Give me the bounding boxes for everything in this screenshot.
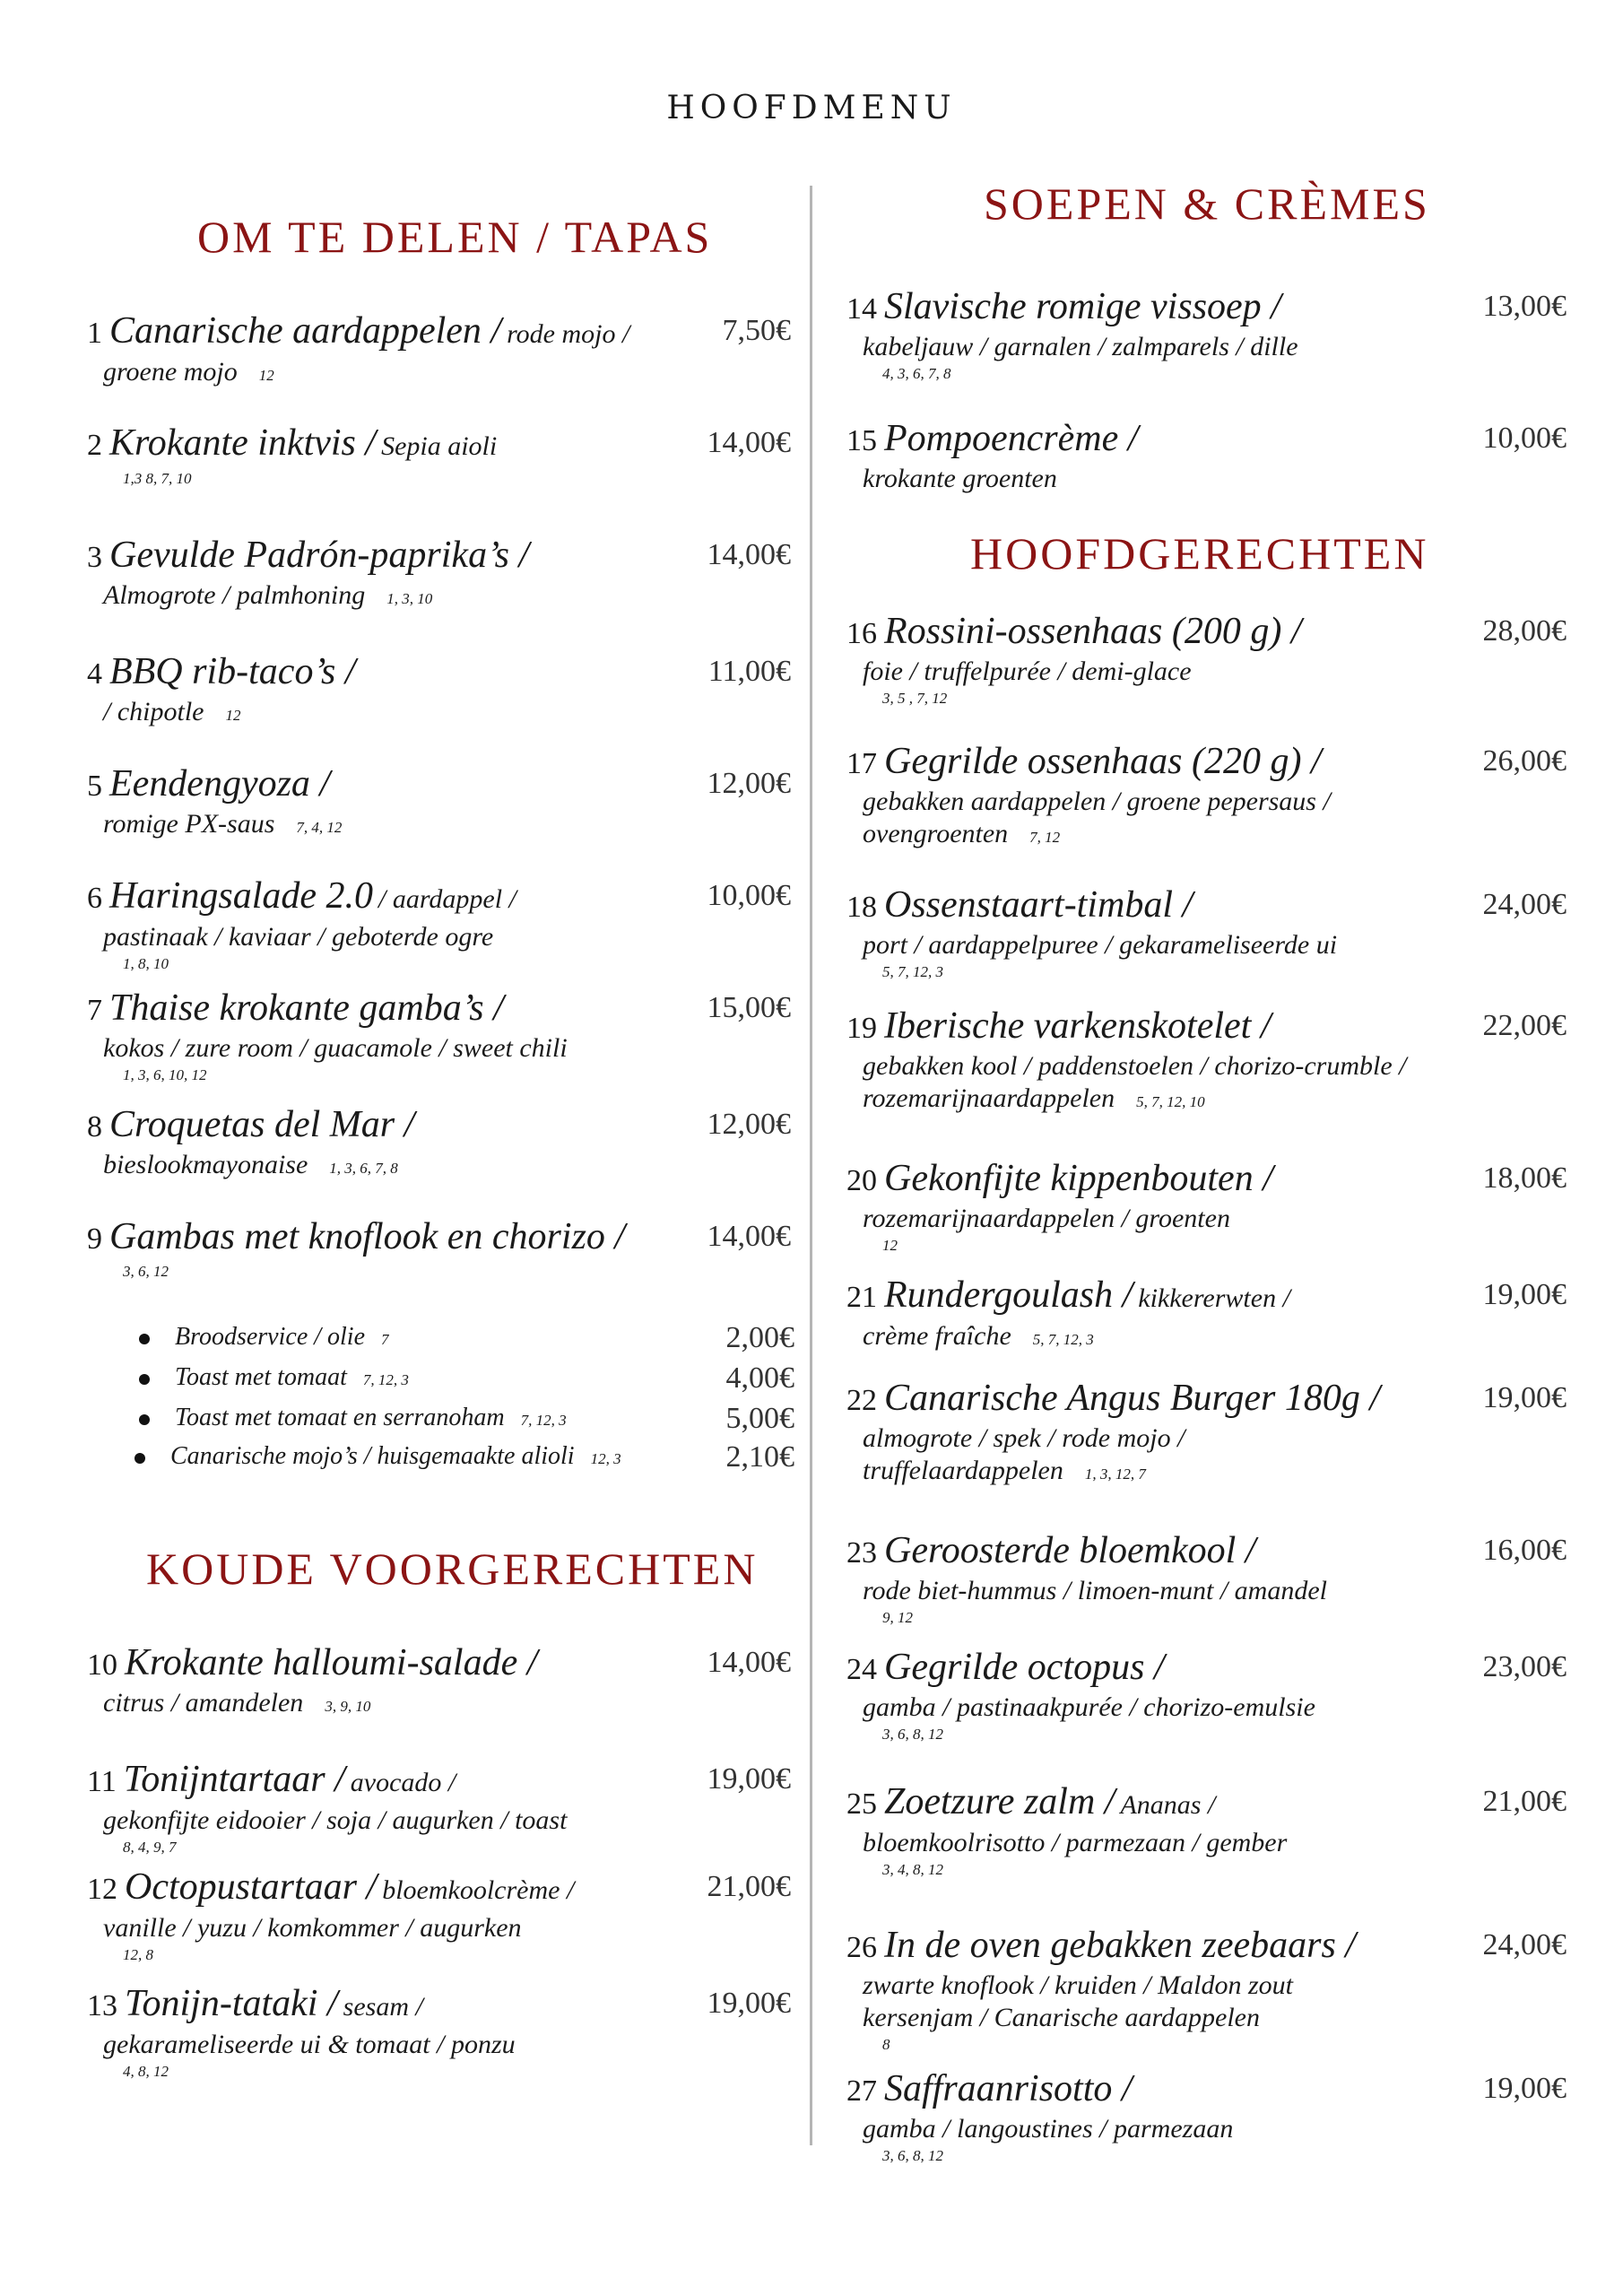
menu-item xyxy=(87,534,529,615)
item-description: almogrote / spek / rode mojo / xyxy=(863,1423,1185,1453)
item-number: 9 xyxy=(87,1222,102,1256)
item-name: Croquetas del Mar / xyxy=(109,1104,415,1145)
item-title-line xyxy=(87,650,356,696)
item-description: gebakken kool / paddenstoelen / chorizo-crumble / xyxy=(863,1051,1407,1081)
item-allergens: 8, 4, 9, 7 xyxy=(123,1839,177,1856)
item-name: Krokante inktvis / xyxy=(109,422,377,464)
item-price: 21,00€ xyxy=(1482,1785,1567,1818)
item-inline-description: rode mojo / xyxy=(507,319,630,349)
item-description: foie / truffelpurée / demi-glace xyxy=(863,657,1192,686)
item-inline-description: / aardappel / xyxy=(378,884,516,914)
item-title-line xyxy=(87,422,497,468)
item-name: BBQ rib-taco’s / xyxy=(109,651,356,692)
item-description: gamba / pastinaakpurée / chorizo-emulsie xyxy=(863,1692,1315,1722)
item-title-line xyxy=(87,534,529,579)
item-number: 25 xyxy=(846,1787,877,1821)
menu-item xyxy=(846,1646,1315,1745)
item-allergens: 3, 6, 12 xyxy=(123,1263,169,1280)
item-description: krokante groenten xyxy=(863,464,1057,493)
item-price: 24,00€ xyxy=(1482,1928,1567,1961)
item-name: Gegrilde ossenhaas (220 g) / xyxy=(884,741,1322,782)
item-price: 23,00€ xyxy=(1482,1650,1567,1683)
item-description: pastinaak / kaviaar / geboterde ogre xyxy=(103,922,494,952)
item-title-line xyxy=(846,1924,1356,1970)
item-number: 8 xyxy=(87,1110,102,1144)
item-price: 12,00€ xyxy=(707,767,791,800)
item-title-line xyxy=(846,1157,1273,1203)
item-name: Canarische Angus Burger 180g / xyxy=(884,1378,1380,1419)
item-description: rozemarijnaardappelen / groenten xyxy=(863,1204,1230,1233)
menu-item xyxy=(846,285,1298,385)
item-title-line xyxy=(846,1004,1407,1050)
extra-allergens: 7 xyxy=(381,1331,389,1348)
item-description: ovengroenten 7, 12 xyxy=(846,818,1331,854)
item-inline-description: bloemkoolcrème / xyxy=(382,1875,575,1905)
item-number: 6 xyxy=(87,882,102,915)
item-price: 13,00€ xyxy=(1482,290,1567,323)
item-description: zwarte knoflook / kruiden / Maldon zout xyxy=(863,1970,1293,2000)
menu-item xyxy=(87,1215,625,1283)
item-title-line xyxy=(846,1274,1290,1320)
item-allergens: 1, 8, 10 xyxy=(123,955,169,972)
menu-item xyxy=(846,1924,1356,2056)
item-number: 24 xyxy=(846,1653,877,1686)
item-description: truffelaardappelen 1, 3, 12, 7 xyxy=(846,1455,1380,1491)
extra-allergens: 12, 3 xyxy=(590,1450,621,1467)
menu-item xyxy=(87,874,516,975)
item-allergens: 3, 5 , 7, 12 xyxy=(882,690,948,707)
item-number: 22 xyxy=(846,1384,877,1417)
item-allergens: 5, 7, 12, 3 xyxy=(1032,1331,1094,1348)
menu-item xyxy=(87,1866,574,1966)
item-name: Tonijntartaar / xyxy=(123,1759,345,1800)
item-number: 7 xyxy=(87,994,102,1027)
item-price: 22,00€ xyxy=(1482,1009,1567,1042)
menu-item xyxy=(846,2067,1233,2167)
item-description: bloemkoolrisotto / parmezaan / gember xyxy=(863,1828,1288,1857)
item-name: Tonijn-tataki / xyxy=(125,1983,338,2024)
item-number: 15 xyxy=(846,424,877,457)
item-name: Rundergoulash / xyxy=(884,1274,1133,1316)
item-description: kersenjam / Canarische aardappelen xyxy=(863,2003,1260,2032)
item-allergens: 7, 4, 12 xyxy=(296,819,343,836)
item-allergens: 3, 9, 10 xyxy=(325,1698,371,1715)
item-description: gekarameliseerde ui & tomaat / ponzu xyxy=(103,2030,516,2059)
item-number: 5 xyxy=(87,770,102,803)
item-price: 19,00€ xyxy=(1482,2072,1567,2105)
menu-item xyxy=(846,610,1302,709)
item-allergens: 7, 12 xyxy=(1029,829,1061,846)
item-number: 14 xyxy=(846,292,877,326)
item-number: 21 xyxy=(846,1281,877,1314)
item-name: Canarische aardappelen / xyxy=(109,310,502,352)
item-allergens: 3, 4, 8, 12 xyxy=(882,1861,943,1878)
item-description: groene mojo 12 xyxy=(87,356,629,392)
item-allergens: 3, 6, 8, 12 xyxy=(882,1726,943,1743)
item-name: Haringsalade 2.0 xyxy=(109,875,373,917)
item-number: 2 xyxy=(87,429,102,462)
item-title-line xyxy=(846,2067,1233,2113)
bullet-icon xyxy=(135,1453,145,1464)
menu-item xyxy=(87,1982,516,2083)
extra-name: Canarische mojo’s / huisgemaakte alioli xyxy=(170,1442,575,1470)
item-title-line xyxy=(846,740,1331,786)
item-number: 20 xyxy=(846,1164,877,1197)
item-title-line xyxy=(87,762,342,808)
item-title-line xyxy=(87,1215,625,1261)
item-price: 10,00€ xyxy=(1482,422,1567,455)
item-number: 12 xyxy=(87,1873,117,1906)
item-allergens: 12 xyxy=(882,1237,898,1254)
item-price: 12,00€ xyxy=(707,1108,791,1141)
item-price: 21,00€ xyxy=(707,1870,791,1903)
item-inline-description: avocado / xyxy=(350,1768,456,1797)
menu-item xyxy=(87,1103,414,1185)
extra-price: 2,00€ xyxy=(725,1321,794,1354)
section-heading-tapas: OM TE DELEN / TAPAS xyxy=(197,212,713,262)
item-title-line xyxy=(846,1377,1380,1422)
bullet-icon xyxy=(139,1414,150,1425)
item-name: Geroosterde bloemkool / xyxy=(884,1530,1256,1571)
item-name: Gekonfijte kippenbouten / xyxy=(884,1158,1273,1199)
item-name: Saffraanrisotto / xyxy=(884,2068,1133,2109)
item-allergens: 8 xyxy=(882,2036,890,2053)
item-title-line xyxy=(846,883,1337,929)
item-allergens: 9, 12 xyxy=(882,1609,913,1626)
item-description: gamba / langoustines / parmezaan xyxy=(863,2114,1234,2144)
item-description: citrus / amandelen 3, 9, 10 xyxy=(87,1687,537,1723)
item-price: 26,00€ xyxy=(1482,744,1567,778)
item-price: 19,00€ xyxy=(1482,1381,1567,1414)
item-description: vanille / yuzu / komkommer / augurken xyxy=(103,1913,522,1943)
extra-item xyxy=(135,1442,621,1471)
item-title-line xyxy=(87,1982,516,2029)
item-allergens: 1, 3, 6, 7, 8 xyxy=(329,1160,398,1177)
menu-item xyxy=(87,987,568,1086)
item-price: 14,00€ xyxy=(707,1646,791,1679)
item-allergens: 4, 3, 6, 7, 8 xyxy=(882,365,951,382)
item-number: 18 xyxy=(846,891,877,924)
item-number: 16 xyxy=(846,617,877,650)
item-price: 14,00€ xyxy=(707,1220,791,1253)
extra-name: Toast met tomaat en serranoham xyxy=(175,1404,505,1431)
item-price: 24,00€ xyxy=(1482,888,1567,921)
item-description: / chipotle 12 xyxy=(87,696,356,732)
item-allergens: 1, 3, 6, 10, 12 xyxy=(123,1066,207,1083)
item-description: kabeljauw / garnalen / zalmparels / dille xyxy=(863,332,1298,361)
menu-item xyxy=(846,883,1337,983)
menu-item xyxy=(846,1529,1327,1629)
extra-price: 4,00€ xyxy=(725,1361,794,1395)
menu-item xyxy=(846,1780,1287,1881)
section-heading-koude-voorgerechten: KOUDE VOORGERECHTEN xyxy=(146,1544,759,1594)
extra-item xyxy=(139,1363,409,1392)
item-price: 28,00€ xyxy=(1482,614,1567,648)
item-allergens: 5, 7, 12, 10 xyxy=(1136,1093,1205,1110)
item-title-line xyxy=(846,417,1138,463)
item-inline-description: Sepia aioli xyxy=(381,431,498,461)
item-price: 19,00€ xyxy=(707,1987,791,2020)
menu-item xyxy=(846,1004,1407,1118)
section-heading-soepen: SOEPEN & CRÈMES xyxy=(984,178,1430,229)
item-name: Gegrilde octopus / xyxy=(884,1647,1165,1688)
item-number: 19 xyxy=(846,1012,877,1045)
item-allergens: 12 xyxy=(258,367,274,384)
item-description: rozemarijnaardappelen 5, 7, 12, 10 xyxy=(846,1083,1407,1118)
item-allergens: 1, 3, 12, 7 xyxy=(1084,1465,1146,1483)
extra-price: 2,10€ xyxy=(725,1440,794,1474)
item-name: Iberische varkenskotelet / xyxy=(884,1005,1271,1047)
column-divider xyxy=(810,186,812,2145)
item-title-line xyxy=(846,1780,1287,1827)
item-title-line xyxy=(846,1646,1315,1692)
item-price: 14,00€ xyxy=(707,538,791,571)
item-allergens: 12, 8 xyxy=(123,1946,153,1963)
item-price: 11,00€ xyxy=(707,655,791,688)
extra-name: Toast met tomaat xyxy=(175,1363,347,1391)
item-description: bieslookmayonaise 1, 3, 6, 7, 8 xyxy=(87,1149,414,1185)
item-number: 17 xyxy=(846,747,877,780)
item-price: 7,50€ xyxy=(722,314,791,347)
item-price: 18,00€ xyxy=(1482,1161,1567,1195)
menu-item xyxy=(846,1274,1290,1356)
item-number: 13 xyxy=(87,1989,117,2022)
item-number: 1 xyxy=(87,317,102,350)
extra-name: Broodservice / olie xyxy=(175,1323,366,1351)
menu-item xyxy=(87,1758,567,1858)
item-title-line xyxy=(846,610,1302,656)
extra-price: 5,00€ xyxy=(725,1402,794,1435)
item-description: port / aardappelpuree / gekarameliseerde ui xyxy=(863,930,1338,960)
item-name: Eendengyoza / xyxy=(109,763,331,804)
menu-item xyxy=(87,422,497,490)
item-name: Thaise krokante gamba’s / xyxy=(109,987,504,1029)
item-title-line xyxy=(87,309,629,356)
item-allergens: 1, 3, 10 xyxy=(386,590,433,607)
item-inline-description: Ananas / xyxy=(1120,1790,1216,1820)
item-allergens: 5, 7, 12, 3 xyxy=(882,963,943,980)
item-title-line xyxy=(87,1641,537,1687)
extra-allergens: 7, 12, 3 xyxy=(520,1412,567,1429)
item-price: 14,00€ xyxy=(707,426,791,459)
item-name: Rossini-ossenhaas (200 g) / xyxy=(884,611,1302,652)
item-price: 19,00€ xyxy=(1482,1278,1567,1311)
item-price: 19,00€ xyxy=(707,1762,791,1796)
item-description: rode biet-hummus / limoen-munt / amandel xyxy=(863,1576,1327,1605)
item-title-line xyxy=(87,1103,414,1149)
item-name: Octopustartaar / xyxy=(125,1866,378,1908)
menu-item xyxy=(87,762,342,844)
item-name: Gambas met knoflook en chorizo / xyxy=(109,1216,626,1257)
item-name: Zoetzure zalm / xyxy=(884,1781,1115,1822)
item-description: Almogrote / palmhoning 1, 3, 10 xyxy=(87,579,529,615)
extra-item xyxy=(139,1404,567,1432)
item-inline-description: sesam / xyxy=(343,1992,423,2022)
item-name: In de oven gebakken zeebaars / xyxy=(884,1925,1356,1966)
item-price: 16,00€ xyxy=(1482,1534,1567,1567)
item-number: 23 xyxy=(846,1536,877,1570)
item-allergens: 4, 8, 12 xyxy=(123,2063,169,2080)
item-number: 27 xyxy=(846,2074,877,2108)
item-description: kokos / zure room / guacamole / sweet chili xyxy=(103,1033,568,1063)
item-allergens: 12 xyxy=(225,707,241,724)
item-number: 4 xyxy=(87,657,102,691)
item-description: romige PX-saus 7, 4, 12 xyxy=(87,808,342,844)
item-title-line xyxy=(87,1758,567,1805)
item-number: 3 xyxy=(87,541,102,574)
section-heading-hoofdgerechten: HOOFDGERECHTEN xyxy=(970,528,1429,578)
item-name: Gevulde Padrón-paprika’s / xyxy=(109,535,530,576)
item-description: crème fraîche 5, 7, 12, 3 xyxy=(846,1320,1290,1356)
item-description: gekonfijte eidooier / soja / augurken / toast xyxy=(103,1805,568,1835)
item-title-line xyxy=(846,285,1298,331)
menu-item xyxy=(846,1157,1273,1257)
menu-item xyxy=(846,740,1331,854)
item-title-line xyxy=(87,874,516,921)
item-description: gebakken aardappelen / groene pepersaus / xyxy=(863,787,1331,816)
item-allergens: 1,3 8, 7, 10 xyxy=(123,470,192,487)
bullet-icon xyxy=(139,1374,150,1385)
item-price: 15,00€ xyxy=(707,991,791,1024)
item-title-line xyxy=(846,1529,1327,1575)
item-name: Krokante halloumi-salade / xyxy=(125,1642,538,1683)
item-number: 10 xyxy=(87,1648,117,1682)
item-name: Slavische romige vissoep / xyxy=(884,286,1281,327)
item-name: Pompoencrème / xyxy=(884,418,1139,459)
item-allergens: 3, 6, 8, 12 xyxy=(882,2147,943,2164)
item-number: 11 xyxy=(87,1765,117,1798)
extra-item xyxy=(139,1323,389,1352)
menu-item xyxy=(87,1641,537,1723)
extra-allergens: 7, 12, 3 xyxy=(362,1371,409,1388)
menu-item xyxy=(846,417,1138,495)
bullet-icon xyxy=(139,1334,150,1344)
item-number: 26 xyxy=(846,1931,877,1964)
item-price: 10,00€ xyxy=(707,879,791,912)
menu-item xyxy=(87,650,356,732)
item-title-line xyxy=(87,1866,574,1912)
item-title-line xyxy=(87,987,568,1032)
menu-item xyxy=(87,309,629,392)
menu-item xyxy=(846,1377,1380,1491)
item-inline-description: kikkererwten / xyxy=(1138,1283,1290,1313)
menu-title: HOOFDMENU xyxy=(666,90,957,126)
item-name: Ossenstaart-timbal / xyxy=(884,884,1193,926)
